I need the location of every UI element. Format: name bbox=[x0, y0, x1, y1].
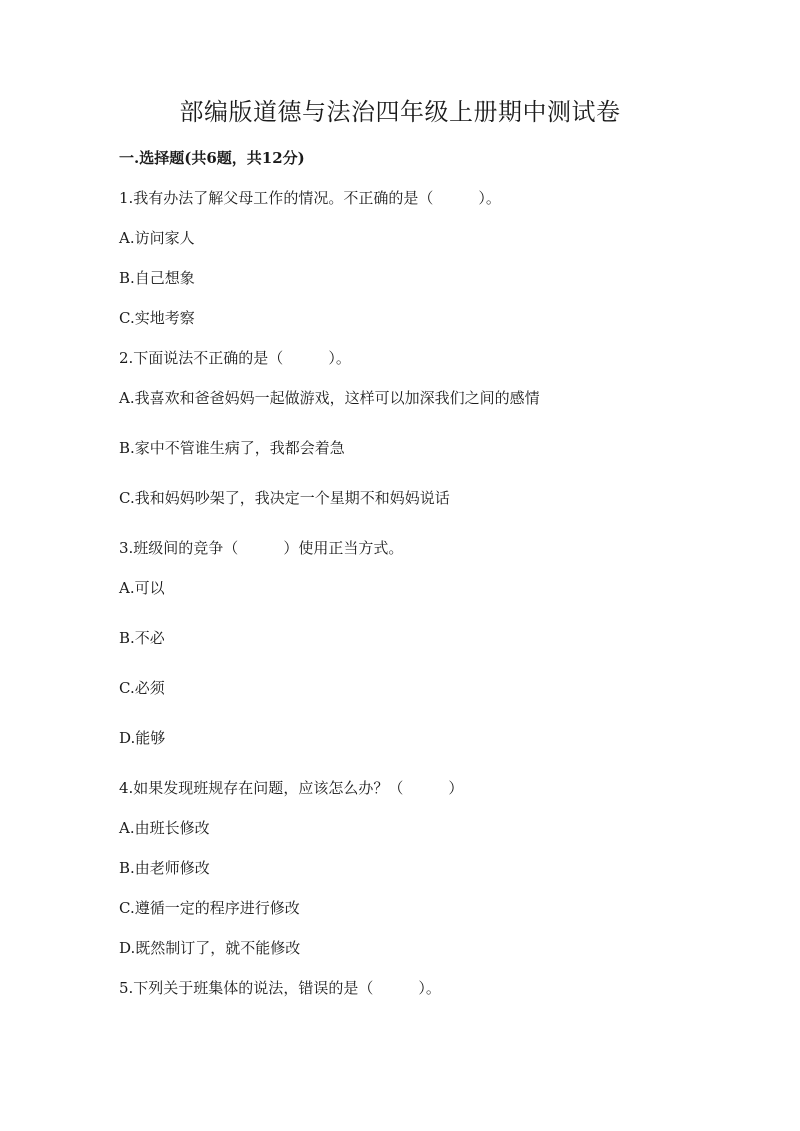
question-4-option-a: A.由班长修改 bbox=[119, 819, 210, 837]
question-stem-1: 1.我有办法了解父母工作的情况。不正确的是（ ）。 bbox=[119, 189, 501, 207]
question-stem-4: 4.如果发现班规存在问题，应该怎么办？（ ） bbox=[119, 779, 464, 797]
section-heading: 一.选择题(共6题，共12分) bbox=[119, 149, 305, 167]
question-3-option-d: D.能够 bbox=[119, 729, 166, 747]
question-1-option-c: C.实地考察 bbox=[119, 309, 195, 327]
question-stem-2: 2.下面说法不正确的是（ ）。 bbox=[119, 349, 351, 367]
question-1-option-b: B.自己想象 bbox=[119, 269, 195, 287]
question-2-option-b: B.家中不管谁生病了，我都会着急 bbox=[119, 439, 345, 457]
question-3-option-b: B.不必 bbox=[119, 629, 165, 647]
question-2-option-a: A.我喜欢和爸爸妈妈一起做游戏，这样可以加深我们之间的感情 bbox=[119, 389, 540, 407]
page-title: 部编版道德与法治四年级上册期中测试卷 bbox=[179, 98, 621, 126]
question-4-option-d: D.既然制订了，就不能修改 bbox=[119, 939, 301, 957]
question-1-option-a: A.访问家人 bbox=[119, 229, 195, 247]
question-4-option-c: C.遵循一定的程序进行修改 bbox=[119, 899, 300, 917]
question-3-option-c: C.必须 bbox=[119, 679, 165, 697]
question-3-option-a: A.可以 bbox=[119, 579, 165, 597]
question-stem-3: 3.班级间的竞争（ ）使用正当方式。 bbox=[119, 539, 404, 557]
question-4-option-b: B.由老师修改 bbox=[119, 859, 210, 877]
question-stem-5: 5.下列关于班集体的说法，错误的是（ ）。 bbox=[119, 979, 441, 997]
question-2-option-c: C.我和妈妈吵架了，我决定一个星期不和妈妈说话 bbox=[119, 489, 450, 507]
